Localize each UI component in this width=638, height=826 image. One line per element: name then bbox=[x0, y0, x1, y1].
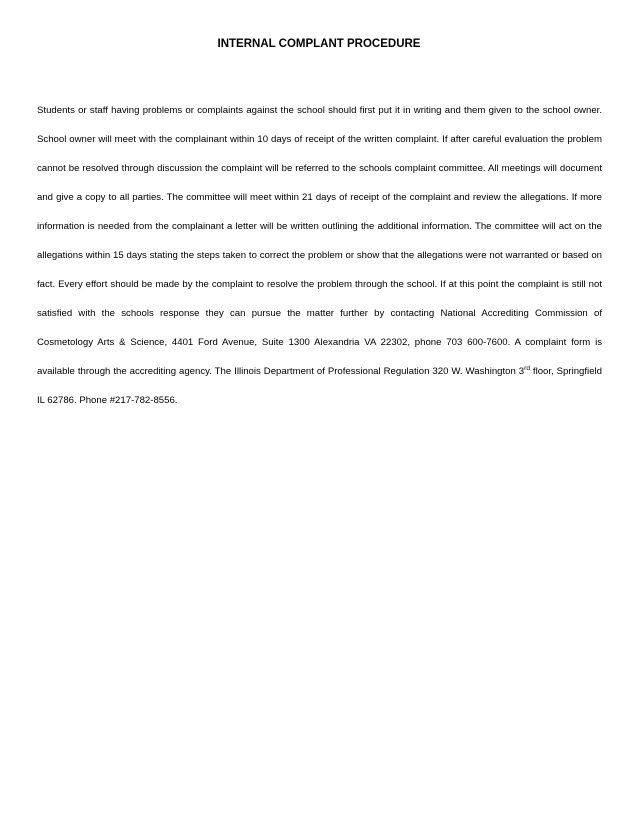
page-title: INTERNAL COMPLANT PROCEDURE bbox=[217, 38, 421, 50]
paragraph-main-text: Students or staff having problems or complaints against the school should first put it in writing and them given to the school owner. School owner will meet with the complainant within 10 days of receipt of the written complaint. If after careful evaluation the problem cannot be resolved through discussion the complaint will be referred to the schools complaint committee. All meetings will document and give a copy to all parties. The committee will meet within 21 days of receipt of the complaint and review the allegations. If more information is needed from the complainant a letter will be written outlining the additional information. The committee will act on the allegations within 15 days stating the steps taken to correct the problem or show that the allegations were not warranted or based on fact. Every effort should be made by the complaint to resolve the problem through the school. If at this point the complaint is still not satisfied with the schools response they can pursue the matter further by contacting National Accrediting Commission of Cosmetology Arts & Science, 4401 Ford Avenue, Suite 1300 Alexandria VA 22302, phone 703 600-7600. A complaint form is available through the accrediting agency. The Illinois Department of Professional Regulation 320 W. Washington 3 bbox=[37, 105, 602, 377]
complaint-procedure-paragraph bbox=[37, 96, 602, 415]
ordinal-suffix: rd bbox=[524, 364, 530, 372]
paragraph-tail-text: floor, Springfield IL 62786. Phone #217-782-8556. bbox=[37, 366, 602, 406]
